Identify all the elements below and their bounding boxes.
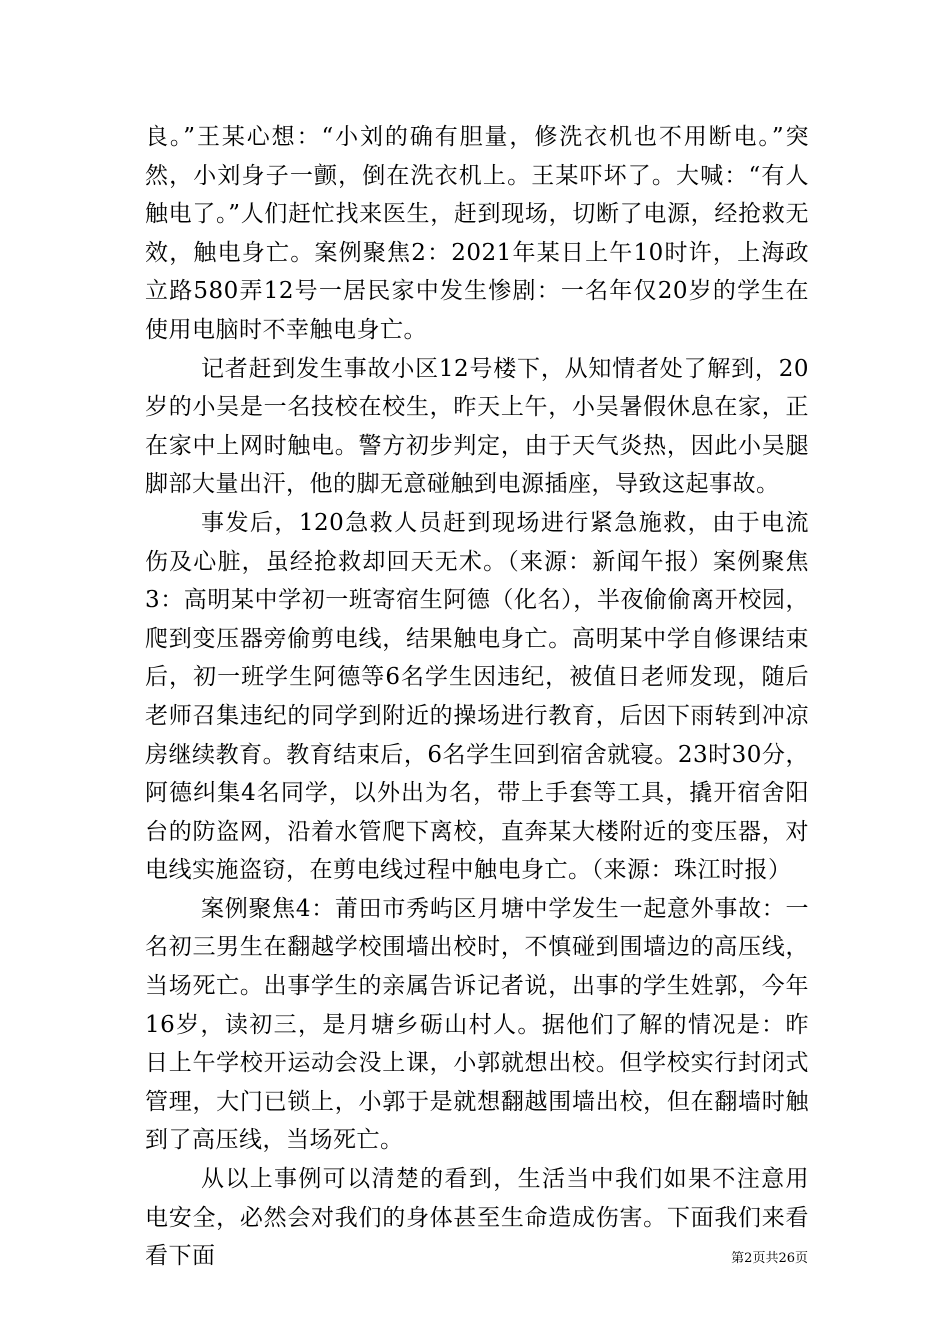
page-number: 第2页共26页	[731, 1251, 808, 1266]
document-body	[145, 118, 809, 1276]
paragraph: 从以上事例可以清楚的看到，生活当中我们如果不注意用电安全，必然会对我们的身体甚至生命造成伤害。下面我们来看看下面	[145, 1166, 809, 1270]
paragraph: 案例聚焦4：莆田市秀屿区月塘中学发生一起意外事故：一名初三男生在翻越学校围墙出校时，不慎碰到围墙边的高压线，当场死亡。出事学生的亲属告诉记者说，出事的学生姓郭，今年16岁，读初三，是月塘乡砺山村人。据他们了解的情况是：昨日上午学校开运动会没上课，小郭就想出校。但学校实行封闭式管理，大门已锁上，小郭于是就想翻越围墙出校，但在翻墙时触到了高压线，当场死亡。	[145, 895, 809, 1154]
paragraph: 良。”王某心想：“小刘的确有胆量，修洗衣机也不用断电。”突然，小刘身子一颤，倒在洗衣机上。王某吓坏了。大喊：“有人触电了。”人们赶忙找来医生，赶到现场，切断了电源，经抢救无效，触电身亡。案例聚焦2：2021年某日上午10时许，上海政立路580弄12号一居民家中发生惨剧：一名年仅20岁的学生在使用电脑时不幸触电身亡。	[145, 124, 809, 343]
paragraph: 记者赶到发生事故小区12号楼下，从知情者处了解到，20岁的小吴是一名技校在校生，昨天上午，小吴暑假休息在家，正在家中上网时触电。警方初步判定，由于天气炎热，因此小吴腿脚部大量出汗，他的脚无意碰触到电源插座，导致这起事故。	[145, 355, 809, 498]
paragraph: 事发后，120急救人员赶到现场进行紧急施救，由于电流伤及心脏，虽经抢救却回天无术。（来源：新闻午报）案例聚焦3：高明某中学初一班寄宿生阿德（化名），半夜偷偷离开校园，爬到变压器旁偷剪电线，结果触电身亡。高明某中学自修课结束后，初一班学生阿德等6名学生因违纪，被值日老师发现，随后老师召集违纪的同学到附近的操场进行教育，后因下雨转到冲凉房继续教育。教育结束后，6名学生回到宿舍就寝。23时30分，阿德纠集4名同学，以外出为名，带上手套等工具，撬开宿舍阳台的防盗网，沿着水管爬下离校，直奔某大楼附近的变压器，对电线实施盗窃，在剪电线过程中触电身亡。（来源：珠江时报）	[145, 509, 809, 884]
